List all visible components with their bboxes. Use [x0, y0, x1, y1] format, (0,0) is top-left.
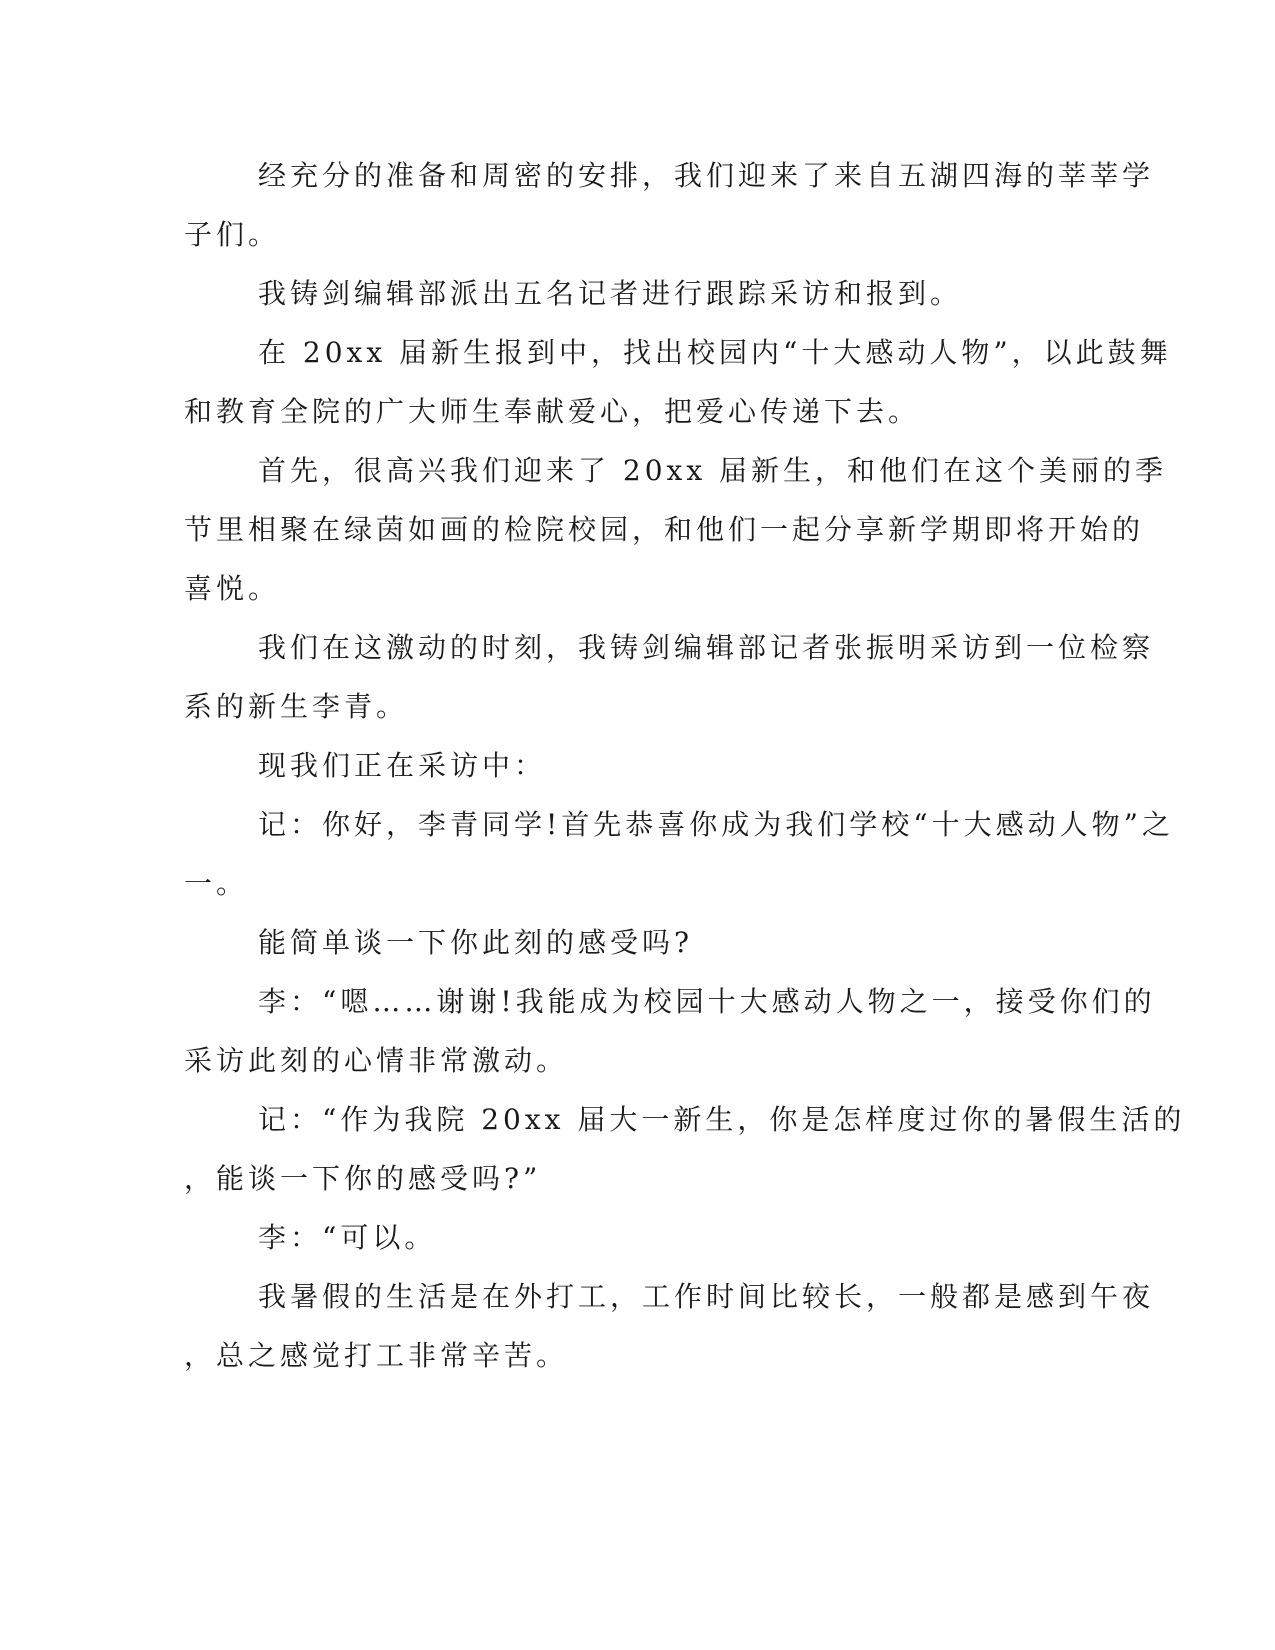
text-line: 采访此刻的心情非常激动。: [184, 1044, 569, 1077]
text-line: 子们。: [184, 218, 281, 251]
text-line: 经充分的准备和周密的安排，我们迎来了来自五湖四海的莘莘学: [258, 159, 1155, 192]
text-line: 系的新生李青。: [184, 690, 409, 723]
text-line: 一。: [184, 867, 249, 900]
text-line: 节里相聚在绿茵如画的检院校园，和他们一起分享新学期即将开始的: [184, 513, 1145, 546]
text-line: 我铸剑编辑部派出五名记者进行跟踪采访和报到。: [258, 277, 963, 310]
text-line: 记：“作为我院 20xx 届大一新生，你是怎样度过你的暑假生活的: [258, 1103, 1186, 1136]
text-line: 我暑假的生活是在外打工，工作时间比较长，一般都是感到午夜: [258, 1280, 1155, 1313]
text-line: 能简单谈一下你此刻的感受吗?: [258, 926, 694, 959]
text-line: 我们在这激动的时刻，我铸剑编辑部记者张振明采访到一位检察: [258, 631, 1155, 664]
text-line: 和教育全院的广大师生奉献爱心，把爱心传递下去。: [184, 395, 921, 428]
text-line: ，总之感觉打工非常辛苦。: [184, 1339, 569, 1372]
text-line: 现我们正在采访中：: [258, 749, 547, 782]
text-line: 李：“可以。: [258, 1221, 437, 1254]
text-line: 首先，很高兴我们迎来了 20xx 届新生，和他们在这个美丽的季: [258, 454, 1168, 487]
text-line: 李：“嗯……谢谢!我能成为校园十大感动人物之一，接受你们的: [258, 985, 1156, 1018]
text-line: 在 20xx 届新生报到中，找出校园内“十大感动人物”，以此鼓舞: [258, 336, 1172, 369]
text-line: 记：你好，李青同学!首先恭喜你成为我们学校“十大感动人物”之: [258, 808, 1174, 841]
text-line: ，能谈一下你的感受吗?”: [184, 1162, 542, 1195]
text-line: 喜悦。: [184, 572, 281, 605]
